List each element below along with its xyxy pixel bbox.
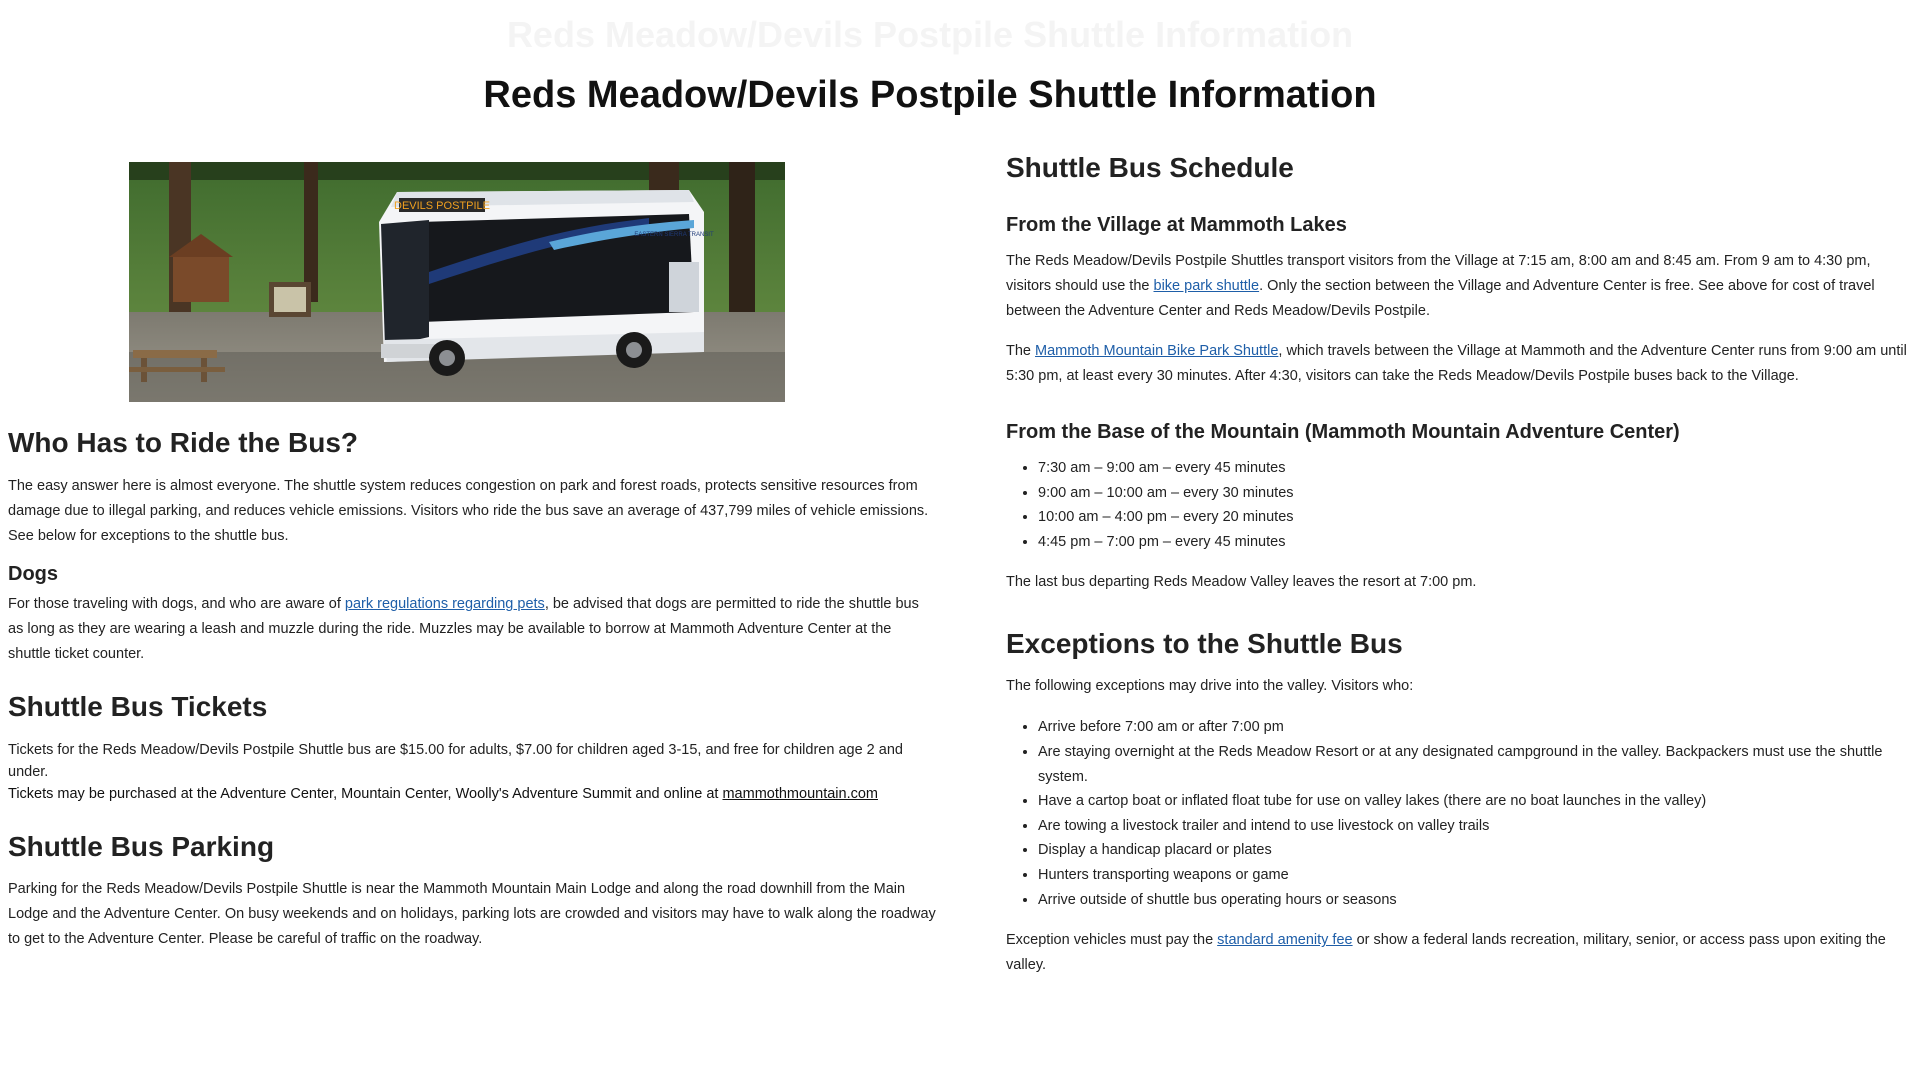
schedule-item: • 4:45 pm – 7:00 pm – every 45 minutes	[1038, 530, 1912, 555]
tickets-heading: Shuttle Bus Tickets	[8, 691, 268, 722]
bus-side-logo: EASTERN SIERRA TRANSIT	[634, 232, 714, 238]
shuttle-bus-photo	[129, 162, 785, 402]
bike-park-shuttle-link[interactable]: bike park shuttle	[1153, 278, 1260, 294]
parking-section	[8, 831, 938, 952]
schedule-item: • 7:30 am – 9:00 am – every 45 minutes	[1038, 456, 1912, 481]
exception-item: • Display a handicap placard or plates	[1038, 838, 1912, 863]
exception-item: • Have a cartop boat or inflated float tube for use on valley lakes (there are no boat launches in the valley)	[1038, 789, 1912, 814]
who-rides-heading: Who Has to Ride the Bus?	[8, 427, 358, 458]
dogs-section	[8, 563, 938, 667]
tickets-line-2-text: Tickets may be purchased at the Adventure Center, Mountain Center, Woolly's Adventure Summit and online at	[8, 786, 723, 802]
exceptions-heading: Exceptions to the Shuttle Bus	[1006, 628, 1403, 660]
who-rides-paragraph: The easy answer here is almost everyone. The shuttle system reduces congestion on park and forest roads, protects sensitive resources from damage due to illegal parking, and reduces vehicle emissions. Visitors who ride the bus save an average of 437,799 miles of vehicle emissions. See below for exceptions to the shuttle bus.	[8, 478, 929, 544]
schedule-item: • 9:00 am – 10:00 am – every 30 minutes	[1038, 481, 1912, 506]
exceptions-intro: The following exceptions may drive into the valley. Visitors who:	[1006, 678, 1414, 695]
schedule-item: • 10:00 am – 4:00 pm – every 20 minutes	[1038, 505, 1912, 530]
exceptions-footer-before: Exception vehicles must pay the	[1006, 932, 1218, 949]
exceptions-footer-after: or show a federal lands recreation, military, senior, or access pass upon exiting the valley.	[1006, 932, 1886, 974]
exception-item: • Hunters transporting weapons or game	[1038, 863, 1912, 888]
exceptions-section	[1006, 628, 1912, 978]
village-p1-before: The Reds Meadow/Devils Postpile Shuttles transport visitors from the Village at 7:15 am, 8:00 am and 8:45 am. From 9 am to 4:30 pm, visitors should use the	[1006, 253, 1871, 294]
mammothmountain-link[interactable]: mammothmountain.com	[722, 786, 878, 802]
base-heading: From the Base of the Mountain (Mammoth Mountain Adventure Center)	[1006, 421, 1680, 443]
mammoth-bike-park-shuttle-link[interactable]: Mammoth Mountain Bike Park Shuttle	[1035, 343, 1279, 359]
schedule-heading: Shuttle Bus Schedule	[1006, 152, 1294, 183]
village-p2-before: The	[1006, 343, 1036, 359]
exception-item: • Are staying overnight at the Reds Meadow Resort or at any designated campground in the valley. Backpackers must use the shuttle system.	[1038, 740, 1912, 789]
last-bus-note: The last bus departing Reds Meadow Valley leaves the resort at 7:00 pm.	[1006, 574, 1477, 591]
dogs-heading: Dogs	[8, 563, 58, 585]
exception-item: • Arrive before 7:00 am or after 7:00 pm	[1038, 715, 1912, 740]
tickets-section	[8, 691, 938, 805]
standard-amenity-fee-link[interactable]: standard amenity fee	[1217, 932, 1353, 949]
dogs-paragraph	[8, 592, 938, 667]
bus-destination-sign: DEVILS POSTPILE	[394, 200, 490, 212]
exception-item: • Are towing a livestock trailer and intend to use livestock on valley trails	[1038, 814, 1912, 839]
parking-paragraph: Parking for the Reds Meadow/Devils Postpile Shuttle is near the Mammoth Mountain Main Lodge and along the road downhill from the Main Lodge and the Adventure Center. On busy weekends and on holidays, parking lots are crowded and visitors may have to walk along the roadway to get to the Adventure Center. Please be careful of traffic on the roadway.	[8, 881, 936, 947]
base-schedule-list	[1006, 456, 1912, 554]
pet-regulations-link[interactable]: park regulations regarding pets	[344, 596, 545, 612]
village-paragraph-1	[1006, 249, 1912, 324]
right-column	[1006, 152, 1912, 978]
dogs-text-before: For those traveling with dogs, and who are aware of	[8, 596, 345, 612]
dogs-text-after: , be advised that dogs are permitted to ride the shuttle bus as long as they are wearing a leash and muzzle during the ride. Muzzles may be available to borrow at Mammoth Adventure Center at the shuttle ticket counter.	[8, 596, 919, 662]
exception-item: • Arrive outside of shuttle bus operating hours or seasons	[1038, 888, 1912, 913]
village-heading: From the Village at Mammoth Lakes	[1006, 214, 1347, 236]
village-paragraph-2	[1006, 339, 1912, 389]
parking-heading: Shuttle Bus Parking	[8, 831, 275, 862]
page-title: Reds Meadow/Devils Postpile Shuttle Information	[483, 74, 1377, 116]
tickets-line-2	[8, 783, 938, 805]
exceptions-footer	[1006, 928, 1912, 978]
village-p1-after: . Only the section between the Village and Adventure Center is free. See above for cost of travel between the Adventure Center and Reds Meadow/Devils Postpile.	[1006, 278, 1875, 319]
tickets-line-1: Tickets for the Reds Meadow/Devils Postpile Shuttle bus are $15.00 for adults, $7.00 for children aged 3-15, and free for children age 2 and under.	[8, 742, 903, 780]
base-section	[1006, 421, 1912, 595]
village-section	[1006, 214, 1912, 389]
faded-page-title: Reds Meadow/Devils Postpile Shuttle Information	[506, 14, 1354, 55]
who-rides-section	[8, 427, 938, 549]
exceptions-list	[1006, 715, 1912, 912]
village-p2-after: , which travels between the Village at Mammoth and the Adventure Center runs from 9:00 am until 5:30 pm, at least every 30 minutes. After 4:30, visitors can take the Reds Meadow/Devils Postpile buses back to the Village.	[1006, 343, 1907, 384]
left-column	[8, 162, 938, 952]
